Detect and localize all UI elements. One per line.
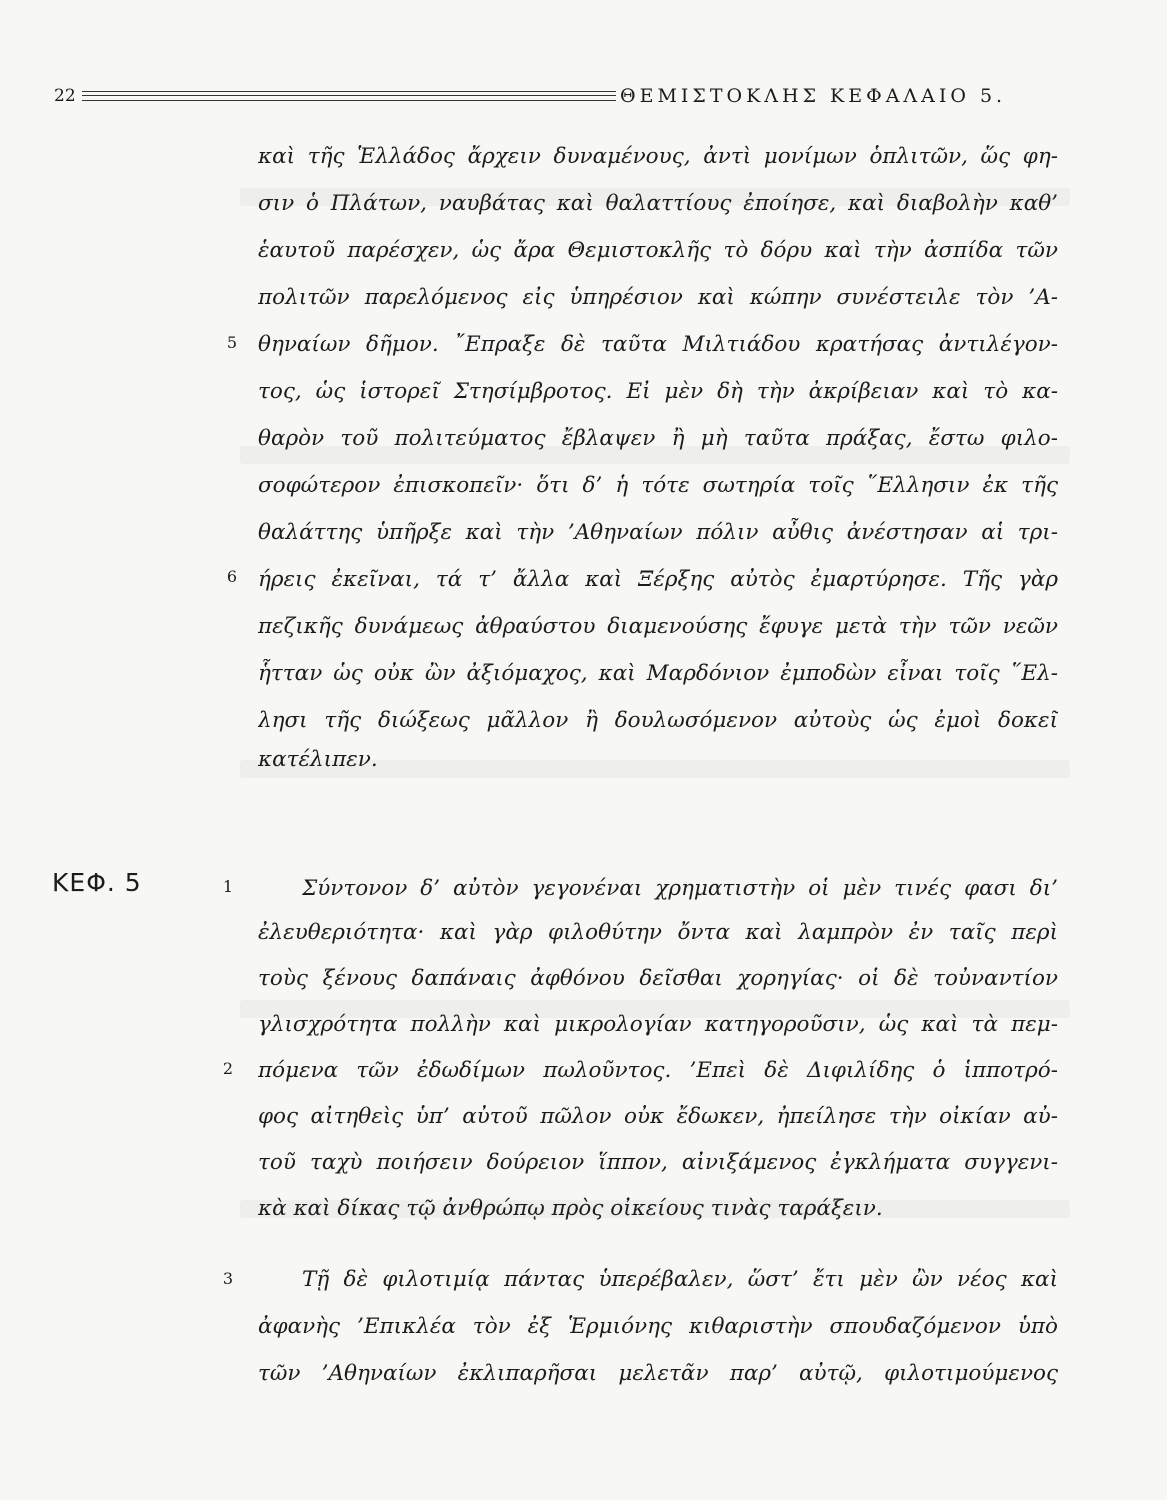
running-head: ΘΕΜΙΣΤΟΚΛΗΣ ΚΕΦΑΛΑΙΟ 5.	[620, 85, 1007, 107]
text-line: πεζικῆς δυνάμεως ἀθραύστου διαμενούσης ἔφυγε μετὰ τὴν τῶν νεῶν	[258, 614, 1058, 639]
margin-number: 2	[222, 1059, 234, 1078]
text-line: φος αἰτηθεὶς ὑπ’ αὐτοῦ πῶλον οὐκ ἔδωκεν, ἠπείλησε τὴν οἰκίαν αὐ-	[258, 1104, 1058, 1129]
chapter-label: ΚΕΦ. 5	[52, 868, 142, 897]
text-line: πόμενα τῶν ἐδωδίμων πωλοῦντος. ’Επεὶ δὲ Διφιλίδης ὁ ἱπποτρό-	[258, 1058, 1058, 1083]
text-line: ἀφανὴς ’Επικλέα τὸν ἐξ Ἑρμιόνης κιθαριστὴν σπουδαζόμενον ὑπὸ	[258, 1314, 1058, 1339]
text-line: Τῇ δὲ φιλοτιμίᾳ πάντας ὑπερέβαλεν, ὥστ’ ἔτι μὲν ὢν νέος καὶ	[302, 1267, 1058, 1292]
text-line: τοῦ ταχὺ ποιήσειν δούρειον ἵππον, αἰνιξάμενος ἐγκλήματα συγγενι-	[258, 1150, 1058, 1175]
text-line: ήρεις ἐκεῖναι, τά τ’ ἄλλα καὶ Ξέρξης αὐτὸς ἐμαρτύρησε. Τῆς γὰρ	[258, 567, 1058, 592]
margin-number: 3	[222, 1269, 234, 1288]
text-line: τος, ὡς ἱστορεῖ Στησίμβροτος. Εἰ μὲν δὴ τὴν ἀκρίβειαν καὶ τὸ κα-	[258, 379, 1058, 404]
text-line: θαρὸν τοῦ πολιτεύματος ἔβλαψεν ἢ μὴ ταῦτα πράξας, ἔστω φιλο-	[258, 426, 1058, 451]
margin-number: 6	[226, 567, 238, 586]
margin-number: 5	[226, 333, 238, 352]
text-line: ἧτταν ὡς οὐκ ὢν ἀξιόμαχος, καὶ Μαρδόνιον ἐμποδὼν εἶναι τοῖς ῞Ελ-	[258, 661, 1058, 686]
text-line: λησι τῆς διώξεως μᾶλλον ἢ δουλωσόμενον αὐτοὺς ὡς ἐμοὶ δοκεῖ	[258, 708, 1058, 733]
text-line: σοφώτερον ἐπισκοπεῖν· ὅτι δ’ ἡ τότε σωτηρία τοῖς ῞Ελλησιν ἐκ τῆς	[258, 473, 1058, 498]
page-header	[54, 82, 1114, 112]
text-line: ἐλευθεριότητα· καὶ γὰρ φιλοθύτην ὄντα καὶ λαμπρὸν ἐν ταῖς περὶ	[258, 920, 1058, 945]
text-line: ἑαυτοῦ παρέσχεν, ὡς ἄρα Θεμιστοκλῆς τὸ δόρυ καὶ τὴν ἀσπίδα τῶν	[258, 238, 1058, 263]
text-line: πολιτῶν παρελόμενος εἰς ὑπηρέσιον καὶ κώπην συνέστειλε τὸν ’Α-	[258, 285, 1058, 310]
page-number: 22	[54, 86, 76, 106]
header-rule	[82, 91, 616, 101]
text-line: Σύντονον δ’ αὐτὸν γεγονέναι χρηματιστὴν οἱ μὲν τινές φασι δι’	[302, 876, 1058, 901]
text-line: καὶ τῆς Ἑλλάδος ἄρχειν δυναμένους, ἀντὶ μονίμων ὁπλιτῶν, ὥς φη-	[258, 144, 1058, 169]
text-line: τοὺς ξένους δαπάναις ἀφθόνου δεῖσθαι χορηγίας· οἱ δὲ τοὐναντίον	[258, 966, 1058, 991]
text-line: θηναίων δῆμον. ῎Επραξε δὲ ταῦτα Μιλτιάδου κρατήσας ἀντιλέγον-	[258, 332, 1058, 357]
text-line: γλισχρότητα πολλὴν καὶ μικρολογίαν κατηγοροῦσιν, ὡς καὶ τὰ πεμ-	[258, 1012, 1058, 1037]
text-line: τῶν ’Αθηναίων ἐκλιπαρῆσαι μελετᾶν παρ’ αὐτῷ, φιλοτιμούμενος	[258, 1361, 1058, 1386]
text-line: κατέλιπεν.	[258, 747, 378, 772]
text-line: θαλάττης ὑπῆρξε καὶ τὴν ’Αθηναίων πόλιν αὖθις ἀνέστησαν αἱ τρι-	[258, 520, 1058, 545]
text-line: κὰ καὶ δίκας τῷ ἀνθρώπῳ πρὸς οἰκείους τινὰς ταράξειν.	[258, 1196, 883, 1221]
margin-number: 1	[222, 877, 234, 896]
text-line: σιν ὁ Πλάτων, ναυβάτας καὶ θαλαττίους ἐποίησε, καὶ διαβολὴν καθ’	[258, 191, 1058, 216]
